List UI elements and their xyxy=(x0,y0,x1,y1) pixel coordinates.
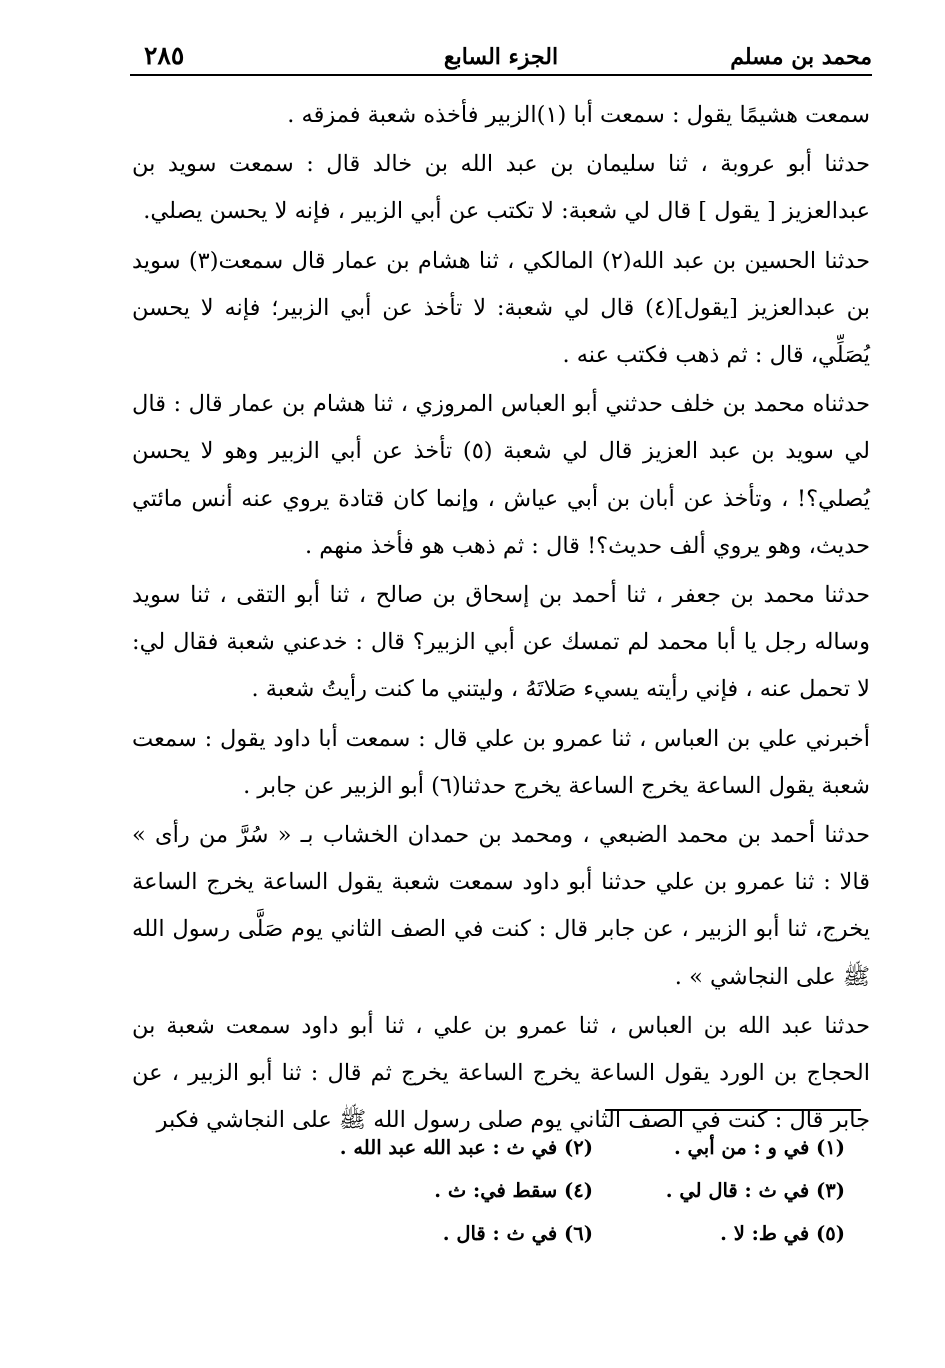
footnote: (٥) في ط: لا . xyxy=(720,1222,845,1245)
page-number: ٢٨٥ xyxy=(144,41,185,70)
footnote-row xyxy=(300,1212,845,1255)
paragraph: حدثنا أحمد بن محمد الضبعي ، ومحمد بن حمدان الخشاب بـ « سُرَّ من رأى » قالا : ثنا عمرو بن علي حدثنا أبو داود سمعت شعبة يقول الساعة يخرج الساعة يخرج، ثنا أبو الزبير ، عن جابر قال : كنت في الصف الثاني يوم صَلَّى رسول الله ﷺ على النجاشي » . xyxy=(132,822,870,990)
footnote: (٦) في ث : قال . xyxy=(442,1222,593,1245)
footnote: (٢) في ث : عبد الله عبد الله . xyxy=(339,1136,593,1159)
paragraph: حدثنا الحسين بن عبد الله(٢) المالكي ، ثنا هشام بن عمار قال سمعت(٣) سويد بن عبدالعزيز [يقول](٤) قال لي شعبة: لا تأخذ عن أبي الزبير؛ فإنه لا يحسن يُصَلِّي، قال : ثم ذهب فكتب عنه . xyxy=(132,247,870,369)
footnote-row xyxy=(300,1126,845,1169)
volume-label: الجزء السابع xyxy=(443,44,559,70)
paragraph: حدثنا محمد بن جعفر ، ثنا أحمد بن إسحاق بن صالح ، ثنا أبو التقى ، ثنا سويد وساله رجل يا أبا محمد لم تمسك عن أبي الزبير؟ قال : خدعني شعبة فقال لي: لا تحمل عنه ، فإني رأيته يسيء صَلاتَهُ ، وليتني ما كنت رأيتُ شعبة . xyxy=(132,582,870,703)
running-header xyxy=(130,32,872,76)
paragraph: سمعت هشيمًا يقول : سمعت أبا (١)الزبير فأخذه شعبة فمزقه . xyxy=(287,102,870,128)
footnote: (٣) في ث : قال لي . xyxy=(665,1179,845,1202)
footnote-separator xyxy=(605,1109,861,1111)
main-text xyxy=(132,92,870,1144)
paragraph: أخبرني علي بن العباس ، ثنا عمرو بن علي قال : سمعت أبا داود يقول : سمعت شعبة يقول الساعة يخرج الساعة يخرج حدثنا(٦) أبو الزبير عن جابر . xyxy=(132,725,870,799)
footnote-row xyxy=(300,1169,845,1212)
book-title: محمد بن مسلم xyxy=(730,44,872,70)
paragraph: حدثنا أبو عروبة ، ثنا سليمان بن عبد الله بن خالد قال : سمعت سويد بن عبدالعزيز [ يقول ] قال لي شعبة: لا تكتب عن أبي الزبير ، فإنه لا يحسن يصلي. xyxy=(132,151,870,225)
footnote: (١) في و : من أبي . xyxy=(673,1136,845,1159)
footnote: (٤) سقط في: ث . xyxy=(434,1179,593,1202)
paragraph: حدثناه محمد بن خلف حدثني أبو العباس المروزي ، ثنا هشام بن عمار قال : قال لي سويد بن عبد العزيز قال لي شعبة (٥) تأخذ عن أبي الزبير وهو لا يحسن يُصلي؟! ، وتأخذ عن أبان بن أبي عياش ، وإنما كان قتادة يروي عنه أنس مائتي حديث، وهو يروي ألف حديث؟! قال : ثم ذهب هو فأخذ منهم . xyxy=(132,391,870,559)
paragraph: حدثنا عبد الله بن العباس ، ثنا عمرو بن علي ، ثنا أبو داود سمعت شعبة بن الحجاج بن الورد يقول الساعة يخرج الساعة يخرج ثم قال : ثنا أبو الزبير ، عن جابر قال : كنت في الصف الثاني يوم صلى رسول الله ﷺ على النجاشي فكبر xyxy=(132,1012,870,1134)
footnotes xyxy=(300,1126,845,1255)
